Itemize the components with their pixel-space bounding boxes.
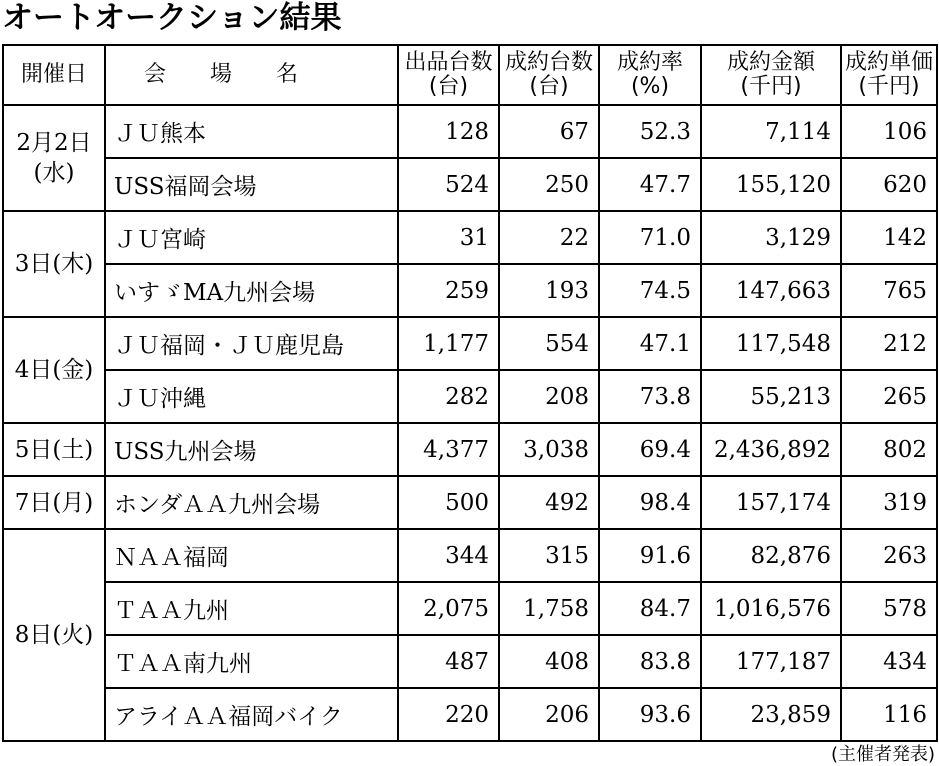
page-title: オートオークション結果: [2, 0, 342, 36]
cell-listed: 2,075: [398, 582, 499, 635]
cell-unit-price: 765: [841, 264, 937, 317]
table-row: [3, 158, 937, 211]
date-line1: 2月2日: [16, 130, 92, 156]
cell-unit-price: 142: [841, 211, 937, 264]
cell-sold: 208: [499, 370, 599, 423]
table-row: [3, 582, 937, 635]
table-row: [3, 423, 937, 476]
cell-venue: USS九州会場: [105, 423, 398, 476]
header-venue: [105, 45, 398, 105]
cell-amount: 2,436,892: [701, 423, 841, 476]
cell-sold: 67: [499, 105, 599, 158]
cell-sold: 315: [499, 529, 599, 582]
cell-venue: ＮＡＡ福岡: [105, 529, 398, 582]
cell-listed: 282: [398, 370, 499, 423]
cell-sold: 22: [499, 211, 599, 264]
cell-unit-price: 106: [841, 105, 937, 158]
cell-venue: ホンダＡＡ九州会場: [105, 476, 398, 529]
cell-rate: 74.5: [599, 264, 701, 317]
table-row: [3, 688, 937, 741]
header-amount-label: 成約金額: [726, 50, 815, 75]
table-row: [3, 211, 937, 264]
cell-venue: いすゞMA九州会場: [105, 264, 398, 317]
header-sold-unit: (台): [529, 74, 569, 99]
table-row: [3, 105, 937, 158]
cell-sold: 408: [499, 635, 599, 688]
date-line1: 4日(金): [14, 357, 94, 383]
cell-listed: 4,377: [398, 423, 499, 476]
date-line1: 3日(木): [14, 251, 94, 277]
cell-unit-price: 434: [841, 635, 937, 688]
cell-listed: 31: [398, 211, 499, 264]
cell-rate: 47.1: [599, 317, 701, 370]
cell-venue: ＪＵ熊本: [105, 105, 398, 158]
cell-amount: 82,876: [701, 529, 841, 582]
cell-unit-price: 116: [841, 688, 937, 741]
cell-amount: 157,174: [701, 476, 841, 529]
header-listed-unit: (台): [428, 74, 469, 99]
header-sold-label: 成約台数: [504, 50, 593, 75]
cell-listed: 1,177: [398, 317, 499, 370]
cell-unit-price: 578: [841, 582, 937, 635]
cell-listed: 259: [398, 264, 499, 317]
cell-unit-price: 265: [841, 370, 937, 423]
cell-amount: 7,114: [701, 105, 841, 158]
header-rate-unit: (%): [630, 74, 670, 99]
cell-venue: ＪＵ福岡・ＪＵ鹿児島: [105, 317, 398, 370]
cell-listed: 220: [398, 688, 499, 741]
date-line2: (水): [33, 160, 75, 186]
cell-sold: 492: [499, 476, 599, 529]
cell-venue: アライＡＡ福岡バイク: [105, 688, 398, 741]
header-row: [3, 45, 937, 105]
cell-amount: 3,129: [701, 211, 841, 264]
cell-amount: 147,663: [701, 264, 841, 317]
cell-sold: 250: [499, 158, 599, 211]
cell-amount: 55,213: [701, 370, 841, 423]
header-listed: [398, 45, 499, 105]
cell-sold: 3,038: [499, 423, 599, 476]
header-venue-label: 会 場 名: [144, 62, 299, 87]
cell-sold: 206: [499, 688, 599, 741]
date-line1: 7日(月): [14, 489, 94, 516]
cell-venue: USS福岡会場: [105, 158, 398, 211]
table-row: [3, 317, 937, 370]
cell-rate: 69.4: [599, 423, 701, 476]
table-body: [3, 105, 937, 741]
table-row: [3, 635, 937, 688]
cell-date: [3, 529, 105, 741]
cell-date: [3, 423, 105, 476]
cell-listed: 487: [398, 635, 499, 688]
cell-rate: 98.4: [599, 476, 701, 529]
date-line1: 8日(火): [14, 622, 94, 648]
cell-venue: ＴＡＡ南九州: [105, 635, 398, 688]
header-date: 開催日: [3, 45, 105, 105]
cell-rate: 83.8: [599, 635, 701, 688]
cell-listed: 524: [398, 158, 499, 211]
cell-amount: 177,187: [701, 635, 841, 688]
cell-listed: 128: [398, 105, 499, 158]
cell-amount: 1,016,576: [701, 582, 841, 635]
cell-listed: 344: [398, 529, 499, 582]
cell-date: [3, 211, 105, 317]
cell-rate: 73.8: [599, 370, 701, 423]
table-row: [3, 264, 937, 317]
table-row: [3, 476, 937, 529]
cell-rate: 71.0: [599, 211, 701, 264]
cell-sold: 1,758: [499, 582, 599, 635]
cell-rate: 47.7: [599, 158, 701, 211]
cell-unit-price: 212: [841, 317, 937, 370]
cell-sold: 554: [499, 317, 599, 370]
source-note: (主催者発表): [830, 744, 935, 765]
cell-venue: ＪＵ宮崎: [105, 211, 398, 264]
cell-unit-price: 802: [841, 423, 937, 476]
header-unit-price: [841, 45, 937, 105]
cell-rate: 52.3: [599, 105, 701, 158]
cell-date: [3, 105, 105, 211]
cell-rate: 91.6: [599, 529, 701, 582]
header-sold: [499, 45, 599, 105]
header-listed-label: 出品台数: [404, 50, 493, 75]
header-unit-price-label: 成約単価: [844, 50, 933, 75]
header-amount: [701, 45, 841, 105]
cell-venue: ＴＡＡ九州: [105, 582, 398, 635]
cell-date: [3, 317, 105, 423]
cell-date: [3, 476, 105, 529]
cell-unit-price: 319: [841, 476, 937, 529]
header-rate: [599, 45, 701, 105]
header-rate-label: 成約率: [616, 50, 683, 75]
date-line1: 5日(土): [14, 436, 94, 463]
cell-amount: 23,859: [701, 688, 841, 741]
cell-amount: 155,120: [701, 158, 841, 211]
header-amount-unit: (千円): [740, 74, 802, 99]
cell-sold: 193: [499, 264, 599, 317]
cell-venue: ＪＵ沖縄: [105, 370, 398, 423]
table-row: [3, 529, 937, 582]
cell-unit-price: 620: [841, 158, 937, 211]
auction-results-table: [2, 44, 938, 742]
cell-rate: 93.6: [599, 688, 701, 741]
cell-listed: 500: [398, 476, 499, 529]
cell-rate: 84.7: [599, 582, 701, 635]
cell-unit-price: 263: [841, 529, 937, 582]
header-unit-price-unit: (千円): [858, 74, 920, 99]
table-row: [3, 370, 937, 423]
cell-amount: 117,548: [701, 317, 841, 370]
